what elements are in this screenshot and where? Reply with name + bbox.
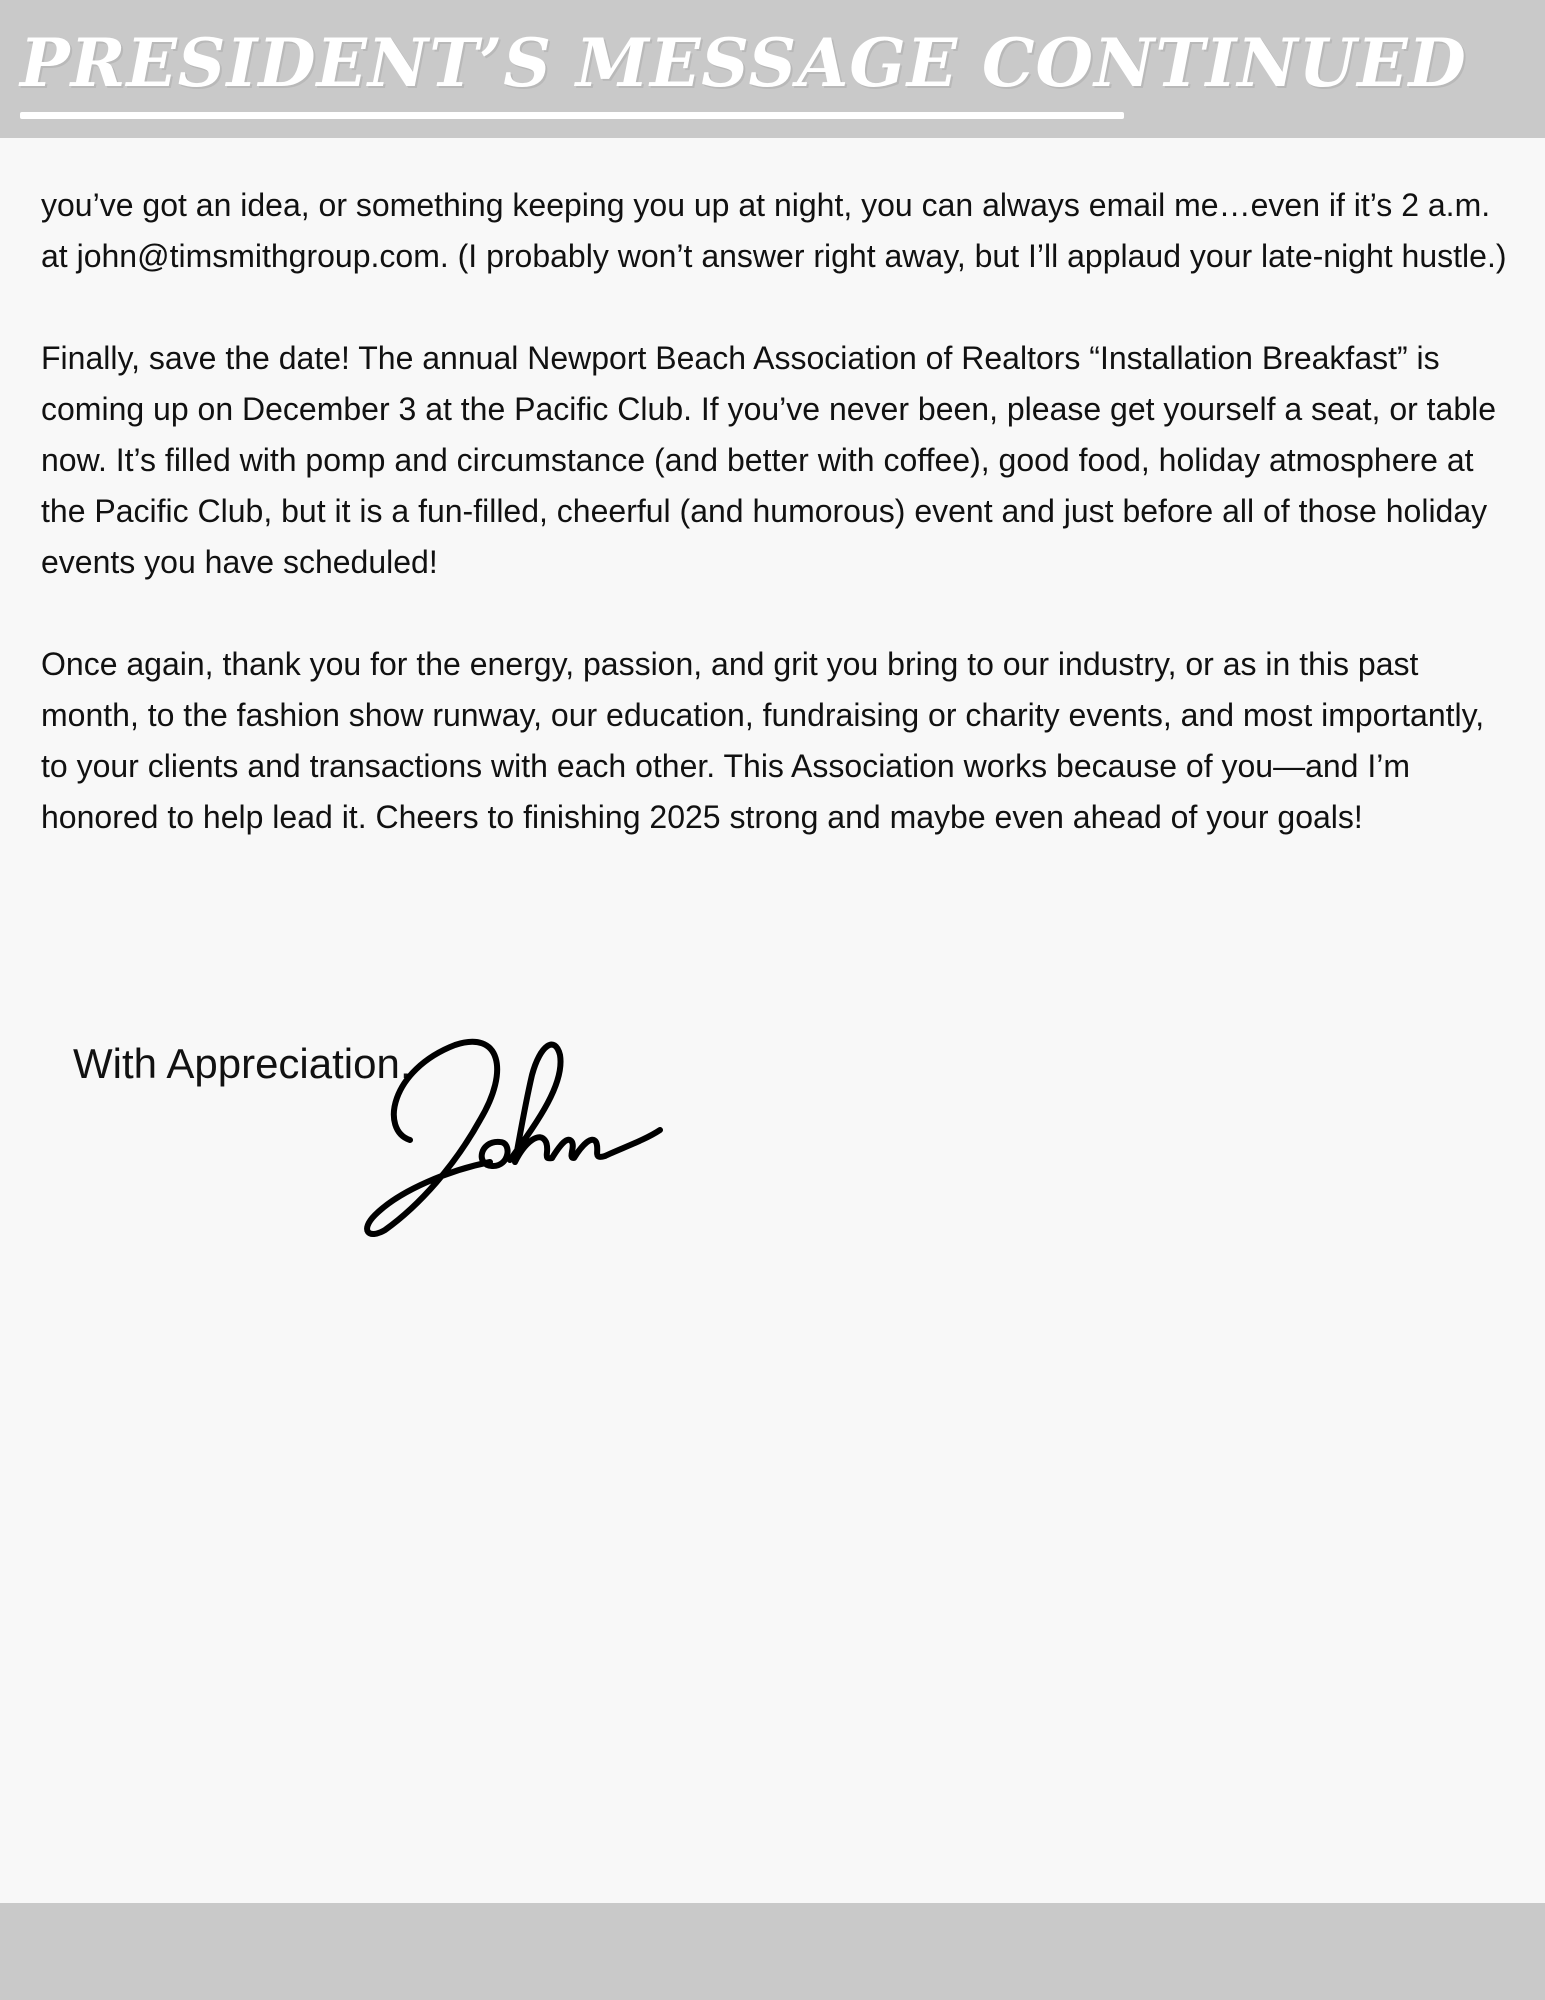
paragraph-email: you’ve got an idea, or something keeping you up at night, you can always email me…even if it’s 2 a.m. at john@timsmithgroup.com. (I probably won’t answer right away, but I’ll applaud your late-night hustle.): [41, 187, 1507, 274]
paragraph-save-the-date: Finally, save the date! The annual Newport Beach Association of Realtors “Installation Breakfast” is coming up on December 3 at the Pacific Club. If you’ve never been, please get yourself a seat, or table now. It’s filled with pomp and circumstance (and better with coffee), good food, holiday atmosphere at the Pacific Club, but it is a fun-filled, cheerful (and humorous) event and just before all of those holiday events you have scheduled!: [41, 340, 1497, 580]
page-title: PRESIDENT’S MESSAGE CONTINUED: [20, 24, 1467, 102]
signature-john: [360, 1030, 680, 1250]
header-band: [0, 0, 1545, 138]
title-underline: [20, 112, 1124, 119]
footer-band: [0, 1903, 1545, 2000]
message-body: [41, 180, 1511, 894]
signature-text: John: [360, 1030, 363, 1031]
paragraph-thank-you: Once again, thank you for the energy, passion, and grit you bring to our industry, or as in this past month, to the fashion show runway, our education, fundraising or charity events, and most importantly, to your clients and transactions with each other. This Association works because of you—and I’m honored to help lead it. Cheers to finishing 2025 strong and maybe even ahead of your goals!: [41, 646, 1485, 835]
closing-salutation: With Appreciation,: [73, 1040, 412, 1087]
